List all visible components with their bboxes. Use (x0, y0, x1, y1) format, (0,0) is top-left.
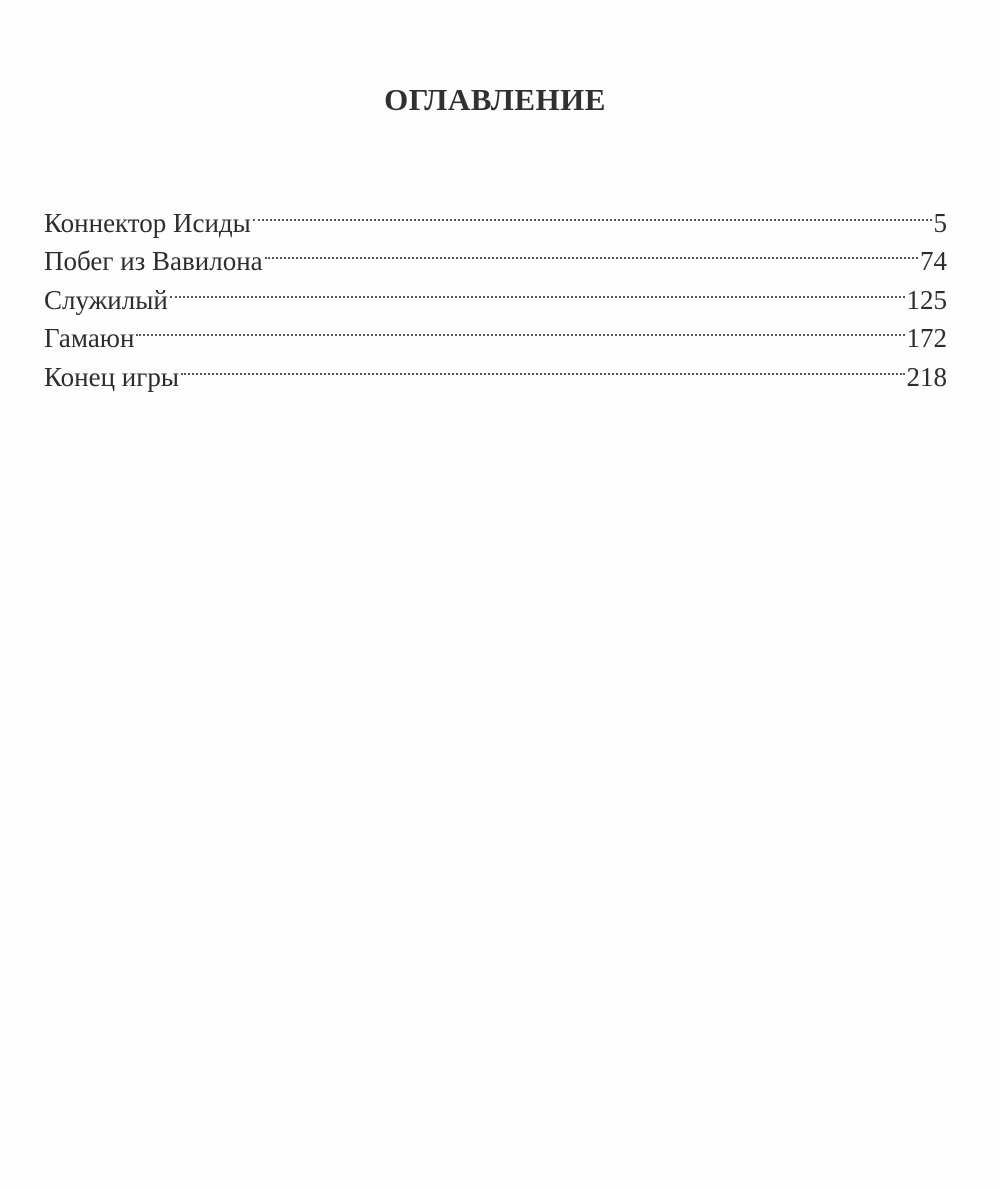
toc-entry-page: 5 (933, 207, 947, 238)
toc-leader-dots (253, 193, 932, 232)
toc-entry-page: 218 (906, 361, 947, 392)
toc-entry (44, 193, 947, 238)
table-of-contents (44, 193, 947, 392)
toc-leader-dots (136, 309, 904, 348)
toc-leader-dots (170, 270, 905, 309)
toc-entry (44, 270, 947, 315)
toc-entry-page: 125 (906, 284, 947, 315)
toc-entry-title: Гамаюн (44, 323, 135, 353)
toc-entry-page: 74 (920, 246, 947, 276)
toc-entry (44, 309, 947, 353)
toc-entry-title: Конец игры (44, 361, 179, 392)
page-title: ОГЛАВЛЕНИЕ (384, 82, 606, 117)
toc-entry-page: 172 (906, 323, 947, 353)
toc-leader-dots (181, 347, 905, 386)
toc-entry-title: Коннектор Исиды (44, 207, 251, 238)
toc-entry-title: Служилый (44, 284, 168, 315)
toc-entry-title: Побег из Вавилона (44, 246, 263, 276)
toc-entry (44, 347, 947, 392)
toc-leader-dots (265, 232, 918, 271)
